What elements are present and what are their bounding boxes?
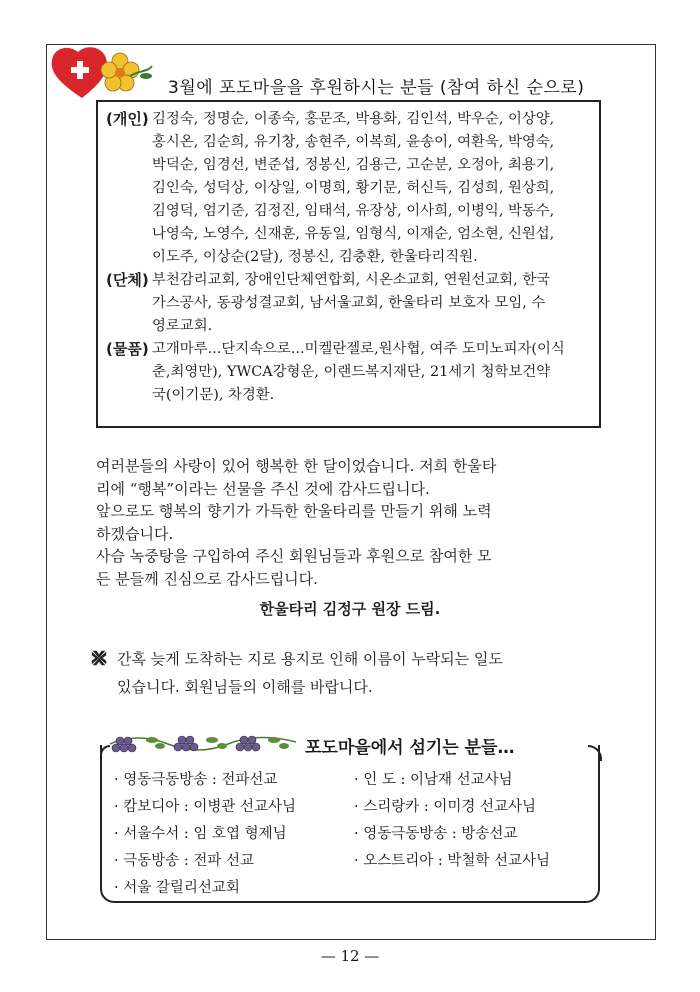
thanks-line: 여러분들의 사랑이 있어 행복한 한 달이었습니다. 저희 한울타 — [96, 457, 497, 475]
donor-category-goods — [106, 338, 591, 407]
mission-item: · 캄보디아 : 이병관 선교사님 — [114, 799, 297, 815]
maltese-cross-icon — [90, 649, 108, 667]
missions-title: 포도마을에서 섬기는 분들… — [305, 738, 515, 758]
mission-item: · 극동방송 : 전파 선교 — [114, 853, 254, 869]
mission-item: · 스리랑카 : 이미경 선교사님 — [354, 799, 537, 815]
page-number: — 12 — — [320, 947, 380, 965]
donor-list-box — [96, 100, 601, 428]
category-label: (단체) — [106, 271, 149, 289]
donor-category-individual — [106, 108, 591, 269]
notice-line: 있습니다. 회원님들의 이해를 바랍니다. — [117, 678, 373, 696]
category-names: 고개마루...단지속으로...미켈란젤로,원사협, 여주 도미노피자(이식 춘,최영만), YWCA강형운, 이랜드복지재단, 21세기 청학보건약 국(이기문), 차경환. — [152, 341, 565, 403]
thanks-line: 하겠습니다. — [96, 524, 174, 543]
mission-item: · 영동극동방송 : 방송선교 — [354, 826, 518, 842]
category-label: (물품) — [106, 340, 149, 358]
notice — [92, 645, 607, 701]
mission-item: · 영동극동방송 : 전파선교 — [114, 772, 278, 788]
page-title: 3월에 포도마을을 후원하시는 분들 (참여 하신 순으로) — [168, 78, 585, 98]
notice-line: 간혹 늦게 도착하는 지로 용지로 인해 이름이 누락되는 일도 — [117, 650, 503, 668]
mission-item: · 오스트리아 : 박철학 선교사님 — [354, 853, 551, 869]
thanks-line: 앞으로도 행복의 향기가 가득한 한울타리를 만들기 위해 노력 — [96, 502, 492, 520]
signature: 한울타리 김정구 원장 드림. — [259, 600, 441, 618]
mission-item: · 인 도 : 이남재 선교사님 — [354, 772, 513, 788]
flower-icon — [101, 53, 139, 91]
thanks-line: 리에 “행복”이라는 선물을 주신 것에 감사드립니다. — [96, 479, 430, 498]
thanks-line: 든 분들께 진심으로 감사드립니다. — [96, 569, 318, 588]
thank-you-message — [96, 455, 608, 590]
mission-item: · 서울 갈릴리선교회 — [114, 880, 240, 896]
heart-cross-flower-logo — [48, 42, 160, 102]
thanks-line: 사슴 녹중탕을 구입하여 주신 회원님들과 후원으로 참여한 모 — [96, 547, 492, 565]
mission-item: · 서울수서 : 임 호엽 형제님 — [114, 826, 287, 842]
category-label: (개인) — [106, 110, 149, 128]
donor-category-group — [106, 269, 591, 338]
category-names: 김정숙, 정명순, 이종숙, 홍문조, 박용화, 김인석, 박우순, 이상양, 홍시온, 김순희, 유기창, 송현주, 이복희, 윤송이, 여환욱, 박영숙, 박덕순, 임경선, 변준섭, 정봉신, 김용근, 고순분, 오정아, 최용기, 김인숙, 성덕상, 이상일, 이명희, 황기문, 허신득, 김성희, 원상희, 김영덕, 엄기준, 김정진, 임태석, 유장상, 이사희, 이병익, 박동수, 나영숙, 노영수, 신재훈, 유동일, 임형식, 이재순, 엄소현, 신원섭, 이도주, 이상순(2달), 정봉신, 김충환, 한울타리직원. — [152, 111, 555, 265]
category-names: 부천감리교회, 장애인단체연합회, 시온소교회, 연원선교회, 한국 가스공사, 동광성결교회, 남서울교회, 한울타리 보호자 모임, 수 영로교회. — [152, 272, 551, 334]
